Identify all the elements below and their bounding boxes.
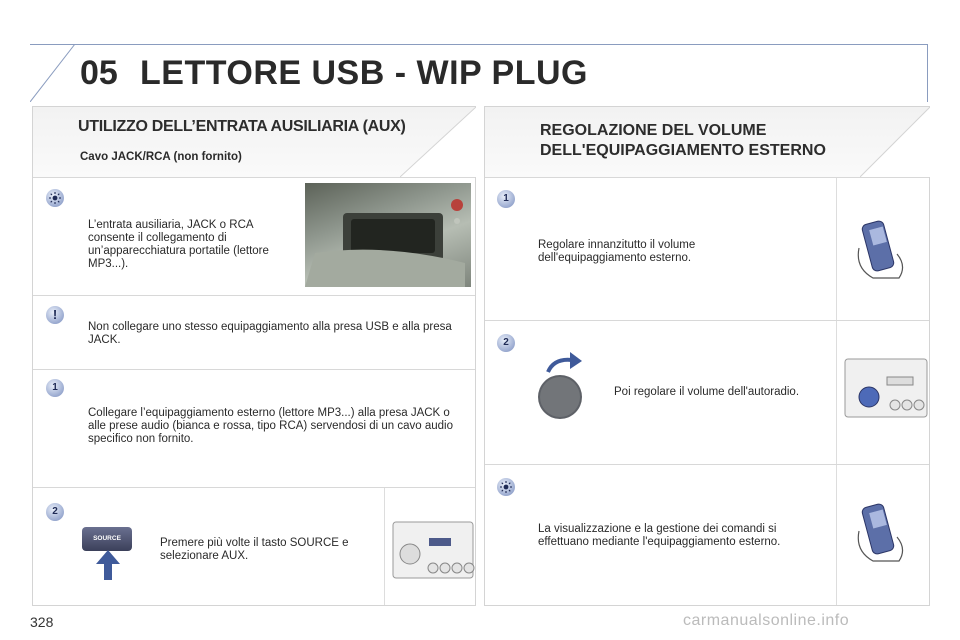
- chapter-number: 05: [80, 54, 118, 92]
- warning-icon: !: [46, 306, 64, 324]
- right-step2-badge: 2: [497, 334, 515, 352]
- left-step2-badge: 2: [46, 503, 64, 521]
- radio-panel-image-left: [384, 488, 475, 605]
- warning-text: Non collegare uno stesso equipaggiamento alla presa USB e alla presa JACK.: [88, 321, 452, 346]
- right-step2-text: Poi regolare il volume dell'autoradio.: [614, 386, 800, 398]
- mp3-player-hand-image-top: [836, 178, 929, 320]
- info-sun-icon: [46, 189, 64, 207]
- page-number: 328: [30, 614, 54, 630]
- left-section-title: UTILIZZO DELL’ENTRATA AUSILIARIA (AUX): [78, 118, 406, 135]
- right-section-title-line2: DELL'EQUIPAGGIAMENTO ESTERNO: [540, 142, 826, 159]
- left-header-slant: [400, 107, 476, 177]
- radio-panel-image-right: [836, 321, 929, 464]
- volume-knob-icon: [530, 352, 590, 424]
- glovebox-photo: [305, 183, 471, 287]
- right-step1-text: Regolare innanzitutto il volume dell'equipaggiamento esterno.: [538, 239, 696, 264]
- mp3-player-hand-image-bottom: [836, 465, 929, 605]
- left-step1-badge: 1: [46, 379, 64, 397]
- right-info-text: La visualizzazione e la gestione dei comandi si effettuano mediante l'equipaggiamento esterno.: [538, 523, 781, 548]
- left-step2-text: Premere più volte il tasto SOURCE e selezionare AUX.: [160, 537, 349, 562]
- press-arrow-icon: [96, 550, 120, 580]
- left-section-subtitle: Cavo JACK/RCA (non fornito): [80, 151, 242, 163]
- aux-info-text: L’entrata ausiliaria, JACK o RCA consente il collegamento di un’apparecchiatura portatile (lettore MP3...).: [88, 219, 269, 270]
- right-info-sun-icon: [497, 478, 515, 496]
- source-label: SOURCE: [93, 535, 121, 542]
- watermark: carmanualsonline.info: [683, 612, 850, 629]
- source-button-illustration: [82, 527, 132, 551]
- left-step1-text: Collegare l’equipaggiamento esterno (lettore MP3...) alla presa JACK o alle prese audio (bianca e rossa, tipo RCA) servendosi di un cavo audio specifico non fornito.: [88, 407, 454, 445]
- right-step1-badge: 1: [497, 190, 515, 208]
- chapter-title: LETTORE USB - WIP PLUG: [140, 54, 588, 92]
- right-section-title-line1: REGOLAZIONE DEL VOLUME: [540, 122, 767, 139]
- right-header-slant: [860, 107, 930, 177]
